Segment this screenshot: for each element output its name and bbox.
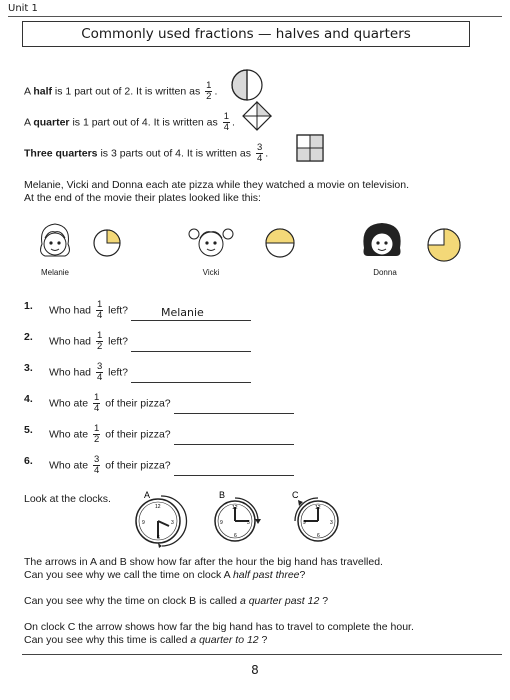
bottom-divider xyxy=(22,654,502,655)
clock-a-icon xyxy=(128,488,192,548)
svg-text:6: 6 xyxy=(157,535,160,541)
top-divider xyxy=(8,16,502,17)
face-icon xyxy=(189,229,233,256)
plate-icon xyxy=(94,230,120,256)
answer-field-2[interactable] xyxy=(131,339,251,352)
plate-icon xyxy=(266,229,294,257)
question-6: 6. Who ate $\frac{3}{4}$ of their pizza? xyxy=(0,455,510,475)
question-1: 1. Who had $\frac{1}{4}$ left? Melanie xyxy=(0,300,510,320)
quarter-diamond-diagram xyxy=(242,101,272,131)
question-4: 4. Who ate $\frac{1}{4}$ of their pizza? xyxy=(0,393,510,413)
questions-list xyxy=(0,300,510,480)
svg-text:12: 12 xyxy=(155,504,161,510)
clocks-intro: Look at the clocks. xyxy=(24,493,111,505)
svg-text:3: 3 xyxy=(171,520,174,526)
clock-c-icon xyxy=(286,488,350,548)
svg-text:9: 9 xyxy=(220,520,223,526)
definition-three-quarters: Three quarters is 3 parts out of 4. It is written as $\frac{3}{4}$ . xyxy=(24,142,269,164)
three-quarters-square-diagram xyxy=(295,133,325,163)
svg-text:9: 9 xyxy=(142,520,145,526)
story-line-1: Melanie, Vicki and Donna each ate pizza while they watched a movie on television. xyxy=(24,179,410,191)
clock-b-label: B xyxy=(219,490,226,500)
question-5: 5. Who ate $\frac{1}{2}$ of their pizza? xyxy=(0,424,510,444)
svg-text:3: 3 xyxy=(247,520,250,526)
answer-field-3[interactable] xyxy=(131,370,251,383)
clock-b-icon xyxy=(207,488,271,548)
answer-field-5[interactable] xyxy=(174,432,294,445)
vicki-illustration xyxy=(188,218,308,268)
page-number: 8 xyxy=(251,663,259,677)
answer-field-4[interactable] xyxy=(174,401,294,414)
page-title: Commonly used fractions — halves and quarters xyxy=(22,21,470,47)
question-3: 3. Who had $\frac{3}{4}$ left? xyxy=(0,362,510,382)
clock-c-label: C xyxy=(292,490,299,500)
face-icon xyxy=(41,224,70,256)
svg-text:3: 3 xyxy=(330,520,333,526)
unit-label: Unit 1 xyxy=(8,3,38,14)
explanation-3-line-2: Can you see why this time is called a quarter to 12 ? xyxy=(24,634,268,646)
explanation-1-line-1: The arrows in A and B show how far after the hour the big hand has travelled. xyxy=(24,556,383,568)
clock-a-label: A xyxy=(144,490,151,500)
svg-text:12: 12 xyxy=(232,505,238,511)
girl-name-donna: Donna xyxy=(373,268,397,277)
svg-text:6: 6 xyxy=(234,533,237,539)
svg-text:12: 12 xyxy=(315,505,321,511)
half-circle-diagram xyxy=(230,68,264,102)
story-line-2: At the end of the movie their plates looked like this: xyxy=(24,192,261,204)
girl-name-vicki: Vicki xyxy=(202,268,220,277)
donna-illustration xyxy=(360,218,470,268)
definition-quarter: A quarter is 1 part out of 4. It is written as $\frac{1}{4}$ . xyxy=(24,111,235,133)
question-2: 2. Who had $\frac{1}{2}$ left? xyxy=(0,331,510,351)
explanation-2: Can you see why the time on clock B is called a quarter past 12 ? xyxy=(24,595,329,607)
plate-icon xyxy=(428,229,460,261)
explanation-1-line-2: Can you see why we call the time on clock A half past three? xyxy=(24,569,306,581)
girl-name-melanie: Melanie xyxy=(40,268,69,277)
answer-field-6[interactable] xyxy=(174,463,294,476)
svg-text:6: 6 xyxy=(317,533,320,539)
face-icon xyxy=(363,223,400,256)
melanie-illustration xyxy=(35,218,135,268)
answer-field-1[interactable]: Melanie xyxy=(131,308,251,321)
explanation-3-line-1: On clock C the arrow shows how far the big hand has to travel to complete the hour. xyxy=(24,621,414,633)
definition-half: A half is 1 part out of 2. It is written as $\frac{1}{2}$ . xyxy=(24,80,218,102)
svg-text:9: 9 xyxy=(303,520,306,526)
